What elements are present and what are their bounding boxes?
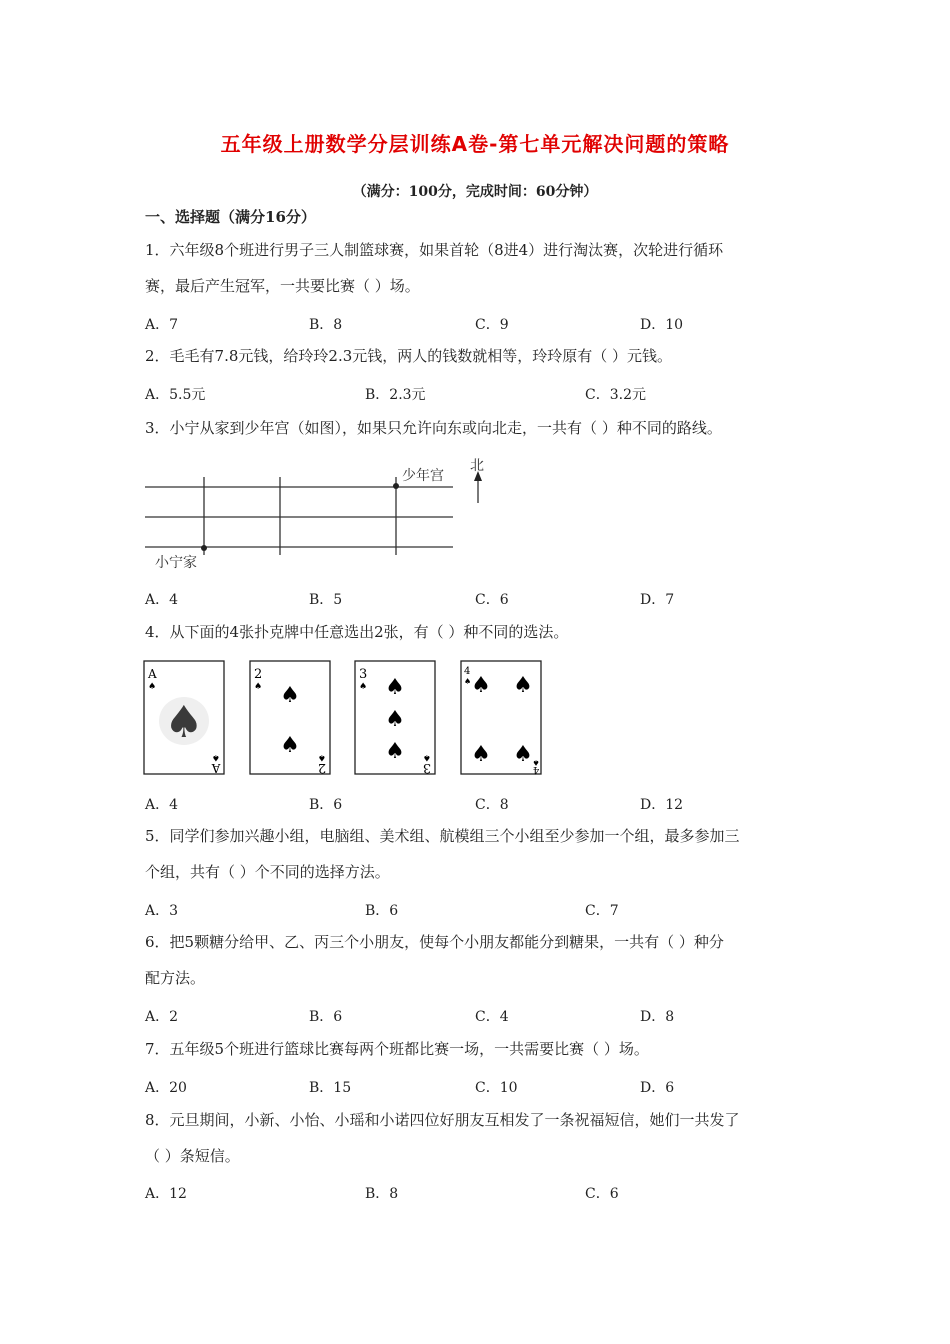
start-point-dot bbox=[201, 545, 207, 551]
q6-option-c[interactable]: C．4 bbox=[475, 1009, 509, 1025]
question-2-line-1: 2．毛毛有7.8元钱，给玲玲2.3元钱，两人的钱数就相等，玲玲原有（ ）元钱。 bbox=[145, 347, 673, 365]
q4-option-d[interactable]: D．12 bbox=[640, 797, 684, 813]
spade-icon: ♠ bbox=[385, 707, 405, 732]
q5-option-a[interactable]: A．3 bbox=[145, 903, 179, 919]
q5-option-b[interactable]: B．6 bbox=[365, 903, 399, 919]
q1-option-d[interactable]: D．10 bbox=[640, 317, 684, 333]
route-grid-figure bbox=[140, 455, 500, 575]
question-5-line-1: 5．同学们参加兴趣小组，电脑组、美术组、航模组三个小组至少参加一个组，最多参加三 bbox=[145, 827, 740, 845]
q3-option-a[interactable]: A．4 bbox=[145, 592, 179, 608]
question-1-line-2: 赛，最后产生冠军，一共要比赛（ ）场。 bbox=[145, 277, 420, 295]
q7-option-d[interactable]: D．6 bbox=[640, 1080, 675, 1096]
svg-text:♠: ♠ bbox=[254, 682, 263, 692]
q7-option-b[interactable]: B．15 bbox=[309, 1080, 352, 1096]
end-point-dot bbox=[393, 483, 399, 489]
question-8-line-2: （ ）条短信。 bbox=[145, 1147, 240, 1165]
q4-option-b[interactable]: B．6 bbox=[309, 797, 343, 813]
svg-text:3: 3 bbox=[422, 760, 432, 775]
spade-icon: ♠ bbox=[385, 675, 405, 700]
question-4-line-1: 4．从下面的4张扑克牌中任意选出2张，有（ ）种不同的选法。 bbox=[145, 623, 569, 641]
q7-option-a[interactable]: A．20 bbox=[145, 1080, 187, 1096]
question-3-line-1: 3．小宁从家到少年宫（如图），如果只允许向东或向北走，一共有（ ）种不同的路线。 bbox=[145, 419, 722, 437]
spade-icon: ♠ bbox=[471, 742, 491, 767]
question-6-line-1: 6．把5颗糖分给甲、乙、丙三个小朋友，使每个小朋友都能分到糖果，一共有（ ）种分 bbox=[145, 933, 724, 951]
playing-cards-figure bbox=[140, 658, 550, 778]
svg-text:A: A bbox=[211, 761, 221, 775]
svg-text:♠: ♠ bbox=[422, 752, 432, 762]
svg-text:♠: ♠ bbox=[148, 682, 157, 692]
svg-text:♠: ♠ bbox=[359, 682, 368, 692]
q3-option-b[interactable]: B．5 bbox=[309, 592, 343, 608]
spade-icon: ♠ bbox=[280, 733, 300, 758]
spade-icon: ♠ bbox=[385, 739, 405, 764]
svg-text:2: 2 bbox=[317, 760, 327, 775]
q2-option-c[interactable]: C．3.2元 bbox=[585, 387, 646, 403]
question-7-line-1: 7．五年级5个班进行篮球比赛每两个班都比赛一场，一共需要比赛（ ）场。 bbox=[145, 1040, 649, 1058]
card-two-of-spades bbox=[250, 661, 330, 775]
spade-icon: ♠ bbox=[471, 673, 491, 698]
q8-option-b[interactable]: B．8 bbox=[365, 1186, 399, 1202]
card-three-of-spades bbox=[355, 661, 435, 775]
q1-option-c[interactable]: C．9 bbox=[475, 317, 509, 333]
card-ace-of-spades bbox=[144, 661, 224, 775]
large-spade-icon: ♠ bbox=[164, 697, 204, 748]
svg-text:♠: ♠ bbox=[532, 758, 540, 767]
svg-text:♠: ♠ bbox=[464, 677, 472, 686]
q4-option-a[interactable]: A．4 bbox=[145, 797, 179, 813]
north-label: 北 bbox=[470, 458, 484, 474]
spade-icon: ♠ bbox=[280, 683, 300, 708]
page-title: 五年级上册数学分层训练A卷-第七单元解决问题的策略 bbox=[220, 132, 730, 156]
svg-text:3: 3 bbox=[359, 667, 368, 682]
q6-option-b[interactable]: B．6 bbox=[309, 1009, 343, 1025]
q5-option-c[interactable]: C．7 bbox=[585, 903, 619, 919]
svg-text:2: 2 bbox=[254, 667, 263, 682]
end-label: 少年宫 bbox=[402, 468, 444, 484]
score-time-info: （满分：100分，完成时间：60分钟） bbox=[352, 184, 598, 200]
section-heading-choice: 一、选择题（满分16分） bbox=[145, 208, 316, 226]
q2-option-a[interactable]: A．5.5元 bbox=[145, 387, 206, 403]
spade-icon: ♠ bbox=[513, 742, 533, 767]
svg-text:A: A bbox=[148, 667, 157, 681]
q7-option-c[interactable]: C．10 bbox=[475, 1080, 518, 1096]
start-label: 小宁家 bbox=[155, 555, 197, 571]
svg-text:♠: ♠ bbox=[211, 752, 221, 762]
question-6-line-2: 配方法。 bbox=[145, 969, 206, 987]
q1-option-a[interactable]: A．7 bbox=[145, 317, 179, 333]
q3-option-d[interactable]: D．7 bbox=[640, 592, 675, 608]
q3-option-c[interactable]: C．6 bbox=[475, 592, 509, 608]
card-four-of-spades bbox=[461, 661, 541, 775]
question-1-line-1: 1．六年级8个班进行男子三人制篮球赛，如果首轮（8进4）进行淘汰赛，次轮进行循环 bbox=[145, 241, 724, 259]
q2-option-b[interactable]: B．2.3元 bbox=[365, 387, 426, 403]
question-5-line-2: 个组，共有（ ）个不同的选择方法。 bbox=[145, 863, 390, 881]
q4-option-c[interactable]: C．8 bbox=[475, 797, 509, 813]
question-8-line-1: 8．元旦期间，小新、小怡、小瑶和小诺四位好朋友互相发了一条祝福短信，她们一共发了 bbox=[145, 1111, 740, 1129]
q6-option-d[interactable]: D．8 bbox=[640, 1009, 675, 1025]
q8-option-c[interactable]: C．6 bbox=[585, 1186, 619, 1202]
svg-text:4: 4 bbox=[464, 666, 471, 677]
q1-option-b[interactable]: B．8 bbox=[309, 317, 343, 333]
svg-text:4: 4 bbox=[532, 764, 540, 775]
spade-icon: ♠ bbox=[513, 673, 533, 698]
svg-text:♠: ♠ bbox=[317, 752, 327, 762]
q6-option-a[interactable]: A．2 bbox=[145, 1009, 179, 1025]
q8-option-a[interactable]: A．12 bbox=[145, 1186, 187, 1202]
